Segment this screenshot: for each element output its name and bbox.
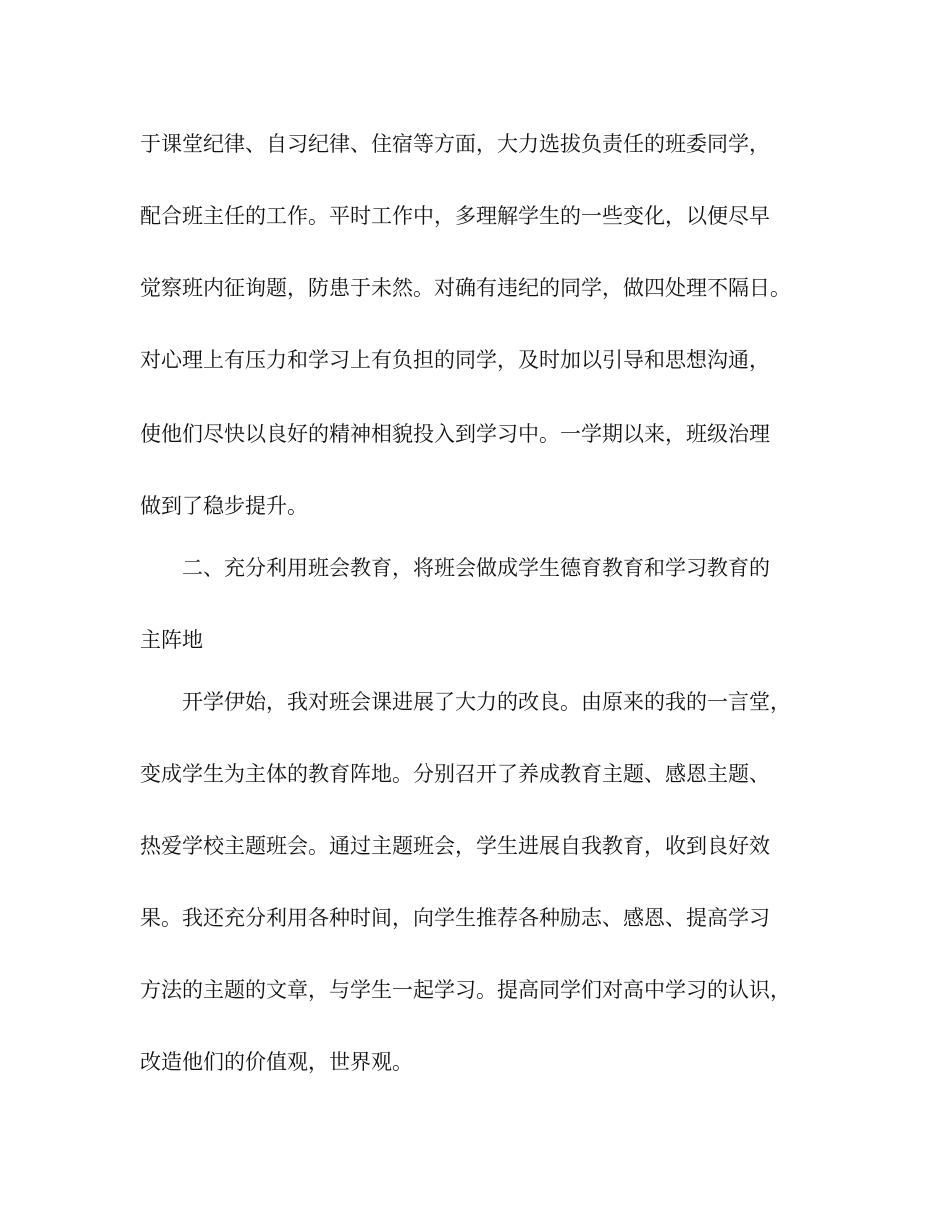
- paragraph-first-line: 开学伊始，我对班会课进展了大力的改良。由原来的我的一言堂，: [182, 690, 791, 714]
- text-line: 觉察班内征询题，防患于未然。对确有违纪的同学，做四处理不隔日。: [140, 276, 791, 300]
- text-line: 对心理上有压力和学习上有负担的同学，及时加以引导和思想沟通，: [140, 348, 770, 372]
- text-line: 变成学生为主体的教育阵地。分别召开了养成教育主题、感恩主题、: [140, 762, 770, 786]
- text-line: 方法的主题的文章，与学生一起学习。提高同学们对高中学习的认识，: [140, 978, 791, 1002]
- section-heading-continued: 主阵地: [140, 628, 203, 652]
- text-line: 热爱学校主题班会。通过主题班会，学生进展自我教育，收到良好效: [140, 834, 770, 858]
- text-line: 果。我还充分利用各种时间，向学生推荐各种励志、感恩、提高学习: [140, 906, 770, 930]
- text-line: 于课堂纪律、自习纪律、住宿等方面，大力选拔负责任的班委同学，: [140, 132, 770, 156]
- text-line: 配合班主任的工作。平时工作中，多理解学生的一些变化，以便尽早: [140, 204, 770, 228]
- text-line: 改造他们的价值观，世界观。: [140, 1050, 413, 1074]
- section-heading: 二、充分利用班会教育，将班会做成学生德育教育和学习教育的: [182, 556, 770, 580]
- text-line: 使他们尽快以良好的精神相貌投入到学习中。一学期以来，班级治理: [140, 422, 770, 446]
- text-line: 做到了稳步提升。: [140, 494, 308, 518]
